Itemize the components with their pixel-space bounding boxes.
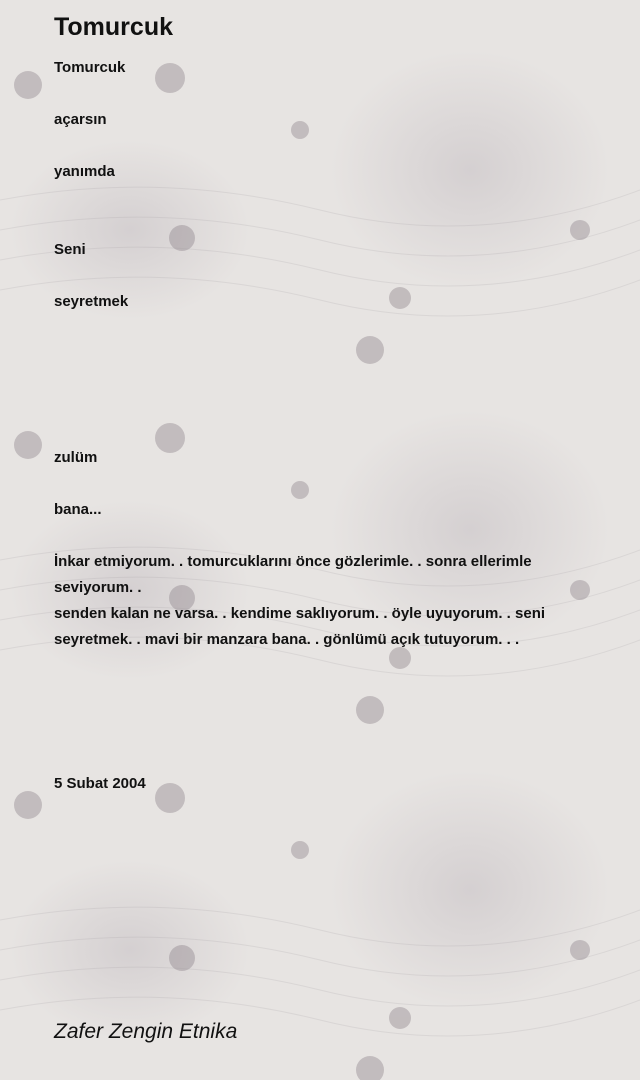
blank-line — [54, 185, 594, 211]
blank-line — [54, 133, 594, 159]
poem-title: Tomurcuk — [54, 13, 173, 41]
blank-line — [54, 315, 594, 341]
poem-line: Tomurcuk — [54, 59, 126, 76]
poem-line: yanımda — [54, 163, 115, 180]
poem-line: açarsın — [54, 111, 107, 128]
poem-body — [54, 55, 594, 653]
poem-line: İnkar etmiyorum. . tomurcuklarını önce gözlerimle. . sonra ellerimle — [54, 553, 532, 570]
blank-line — [54, 367, 594, 393]
blank-line — [54, 81, 594, 107]
poem-author: Zafer Zengin Etnika — [54, 1020, 238, 1043]
poem-line: seviyorum. . — [54, 579, 142, 596]
poem-line: bana... — [54, 501, 102, 518]
blank-line — [54, 263, 594, 289]
poem-line: seyretmek — [54, 293, 129, 310]
blank-line — [54, 471, 594, 497]
poem-date: 5 Subat 2004 — [54, 775, 146, 792]
poem-line: zulüm — [54, 449, 98, 466]
blank-line — [54, 419, 594, 445]
poem-line: senden kalan ne varsa. . kendime saklıyorum. . öyle uyuyorum. . seni — [54, 605, 546, 622]
poem-container — [54, 10, 594, 653]
blank-line — [54, 523, 594, 549]
blank-line — [54, 393, 594, 419]
blank-line — [54, 341, 594, 367]
poem-line: Seni — [54, 241, 86, 258]
poem-line: seyretmek. . mavi bir manzara bana. . gönlümü açık tutuyorum. . . — [54, 631, 520, 648]
blank-line — [54, 211, 594, 237]
